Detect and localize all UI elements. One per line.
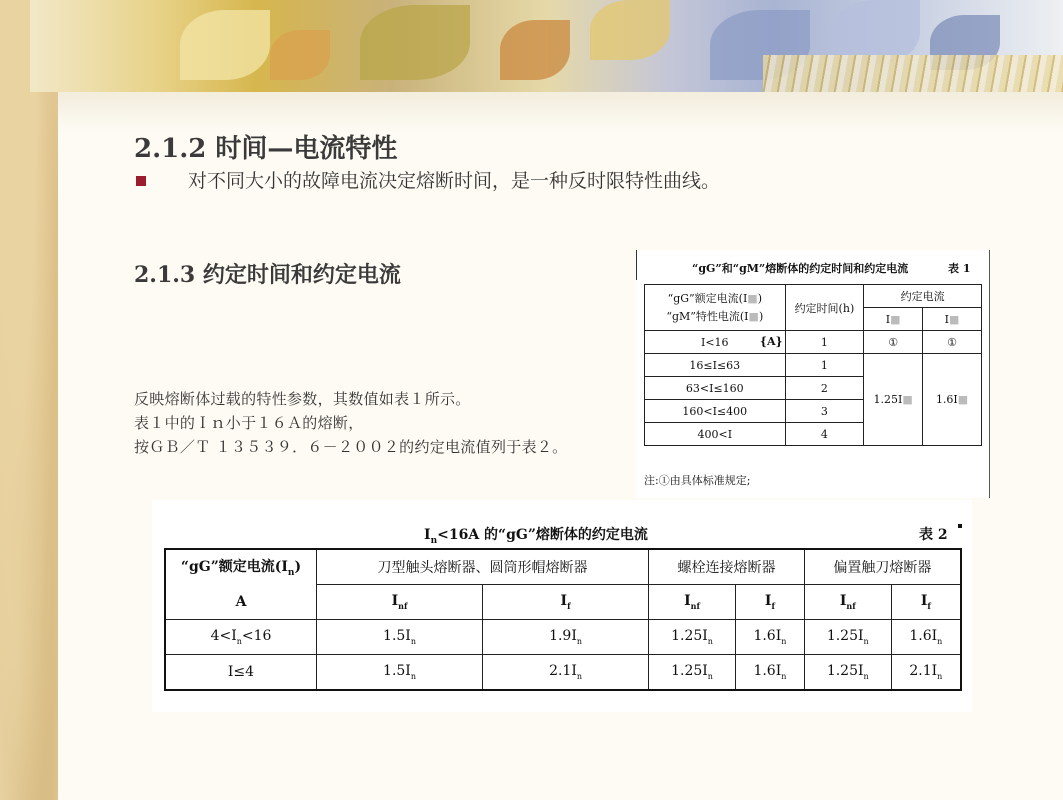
table2-sub-inf-1: $I_{nf}$ [317, 585, 483, 620]
table2-row1-v2: $1.9I_n$ [483, 620, 649, 655]
banner-shadow [58, 92, 1063, 132]
table1-head-if: I [944, 312, 950, 326]
table2-sub-if-2: $I_f$ [735, 585, 804, 620]
paragraph-line-1: 反映熔断体过载的特性参数，其数值如表１所示。 [134, 390, 471, 408]
heading-conventional-time-current: 2.1.3 约定时间和约定电流 [134, 262, 401, 288]
table1-row2-range: 16≤I≤63 [645, 354, 786, 377]
table1-unit: {A} [759, 335, 783, 348]
table2-row2-v6: $2.1I_n$ [891, 655, 961, 691]
decorative-header-banner [30, 0, 1063, 92]
table1-merged-a: 1.25I [873, 393, 903, 406]
table2-head-rated: “gG”额定电流$(I_n)$ [165, 549, 317, 585]
table1-tag: 表 1 [948, 262, 971, 275]
table2-row1-v5: $1.25I_n$ [804, 620, 891, 655]
table2-row1-v1: $1.5I_n$ [317, 620, 483, 655]
table1-row2-time: 1 [785, 354, 864, 377]
table1-row1-time: 1 [785, 331, 864, 354]
heading-time-current: 2.1.2 时间—电流特性 [134, 134, 398, 164]
table1-row1-range: I<16 [701, 335, 729, 349]
table1-head-gm: “gM”特性电流(I [666, 309, 749, 323]
table1-title: “gG”和“gM”熔断体的约定时间和约定电流 [692, 262, 909, 275]
table1: “gG”额定电流(I■) “gM”特性电流(I■) 约定时间(h) 约定电流 I■ I■ I<16 {A} 1 ① ① 16≤I≤63 1 1.25I■ 1.6I■ 63<I≤160 2 160<I≤400 3 400<I 4 [644, 284, 982, 446]
table1-row5-time: 4 [785, 423, 864, 446]
table2-group-1: 刀型触头熔断器、圆筒形帽熔断器 [317, 549, 649, 585]
bullet-text: 对不同大小的故障电流决定熔断时间，是一种反时限特性曲线。 [188, 170, 721, 192]
table2-row2-v3: $1.25I_n$ [649, 655, 736, 691]
table2-row1-v3: $1.25I_n$ [649, 620, 736, 655]
table2-image [152, 500, 972, 712]
table1-row1-b: ① [923, 331, 982, 354]
table1-head-current: 约定电流 [864, 285, 982, 308]
table2-row1-v6: $1.6I_n$ [891, 620, 961, 655]
table1-head-inf: I [885, 312, 891, 326]
table2-row2-range: I≤4 [165, 655, 317, 691]
table2-sub-inf-3: $I_{nf}$ [804, 585, 891, 620]
table2-row2-v2: $2.1I_n$ [483, 655, 649, 691]
table1-merged-b: 1.6I [935, 393, 958, 406]
table1-row4-time: 3 [785, 400, 864, 423]
paragraph-line-3: 按ＧＢ／Ｔ １３５３９．６－２００２的约定电流值列于表２。 [134, 438, 568, 456]
table1-row5-range: 400<I [645, 423, 786, 446]
table2-row2-v1: $1.5I_n$ [317, 655, 483, 691]
table2-sub-if-3: $I_f$ [891, 585, 961, 620]
table2-group-3: 偏置触刀熔断器 [804, 549, 961, 585]
table2-row1-range: $4<I_n<16$ [165, 620, 317, 655]
table1-row4-range: 160<I≤400 [645, 400, 786, 423]
paragraph-line-2: 表１中的Ｉｎ小于１６Ａ的熔断， [134, 414, 364, 432]
table1-image [636, 250, 990, 498]
table1-head-gg: “gG”额定电流(I [667, 291, 748, 305]
decorative-left-border [0, 0, 58, 800]
table2-sub-if-1: $I_f$ [483, 585, 649, 620]
table2-row2-v4: $1.6I_n$ [735, 655, 804, 691]
table2-row2-v5: $1.25I_n$ [804, 655, 891, 691]
table2-title: $I_n<16A$ 的“gG”熔断体的约定电流 [424, 527, 648, 546]
table1-row3-range: 63<I≤160 [645, 377, 786, 400]
table2-head-unit: A [165, 585, 317, 620]
table1-head-time: 约定时间(h) [785, 285, 864, 331]
table2 [164, 548, 962, 691]
table1-note: 注:①由具体标准规定; [644, 474, 751, 487]
table1-row1-a: ① [864, 331, 923, 354]
table2-group-2: 螺栓连接熔断器 [649, 549, 805, 585]
table1-row3-time: 2 [785, 377, 864, 400]
table2-row1-v4: $1.6I_n$ [735, 620, 804, 655]
table2-tag: 表 2 [919, 527, 948, 543]
table2-sub-inf-2: $I_{nf}$ [649, 585, 736, 620]
bullet-square-icon [136, 176, 146, 186]
